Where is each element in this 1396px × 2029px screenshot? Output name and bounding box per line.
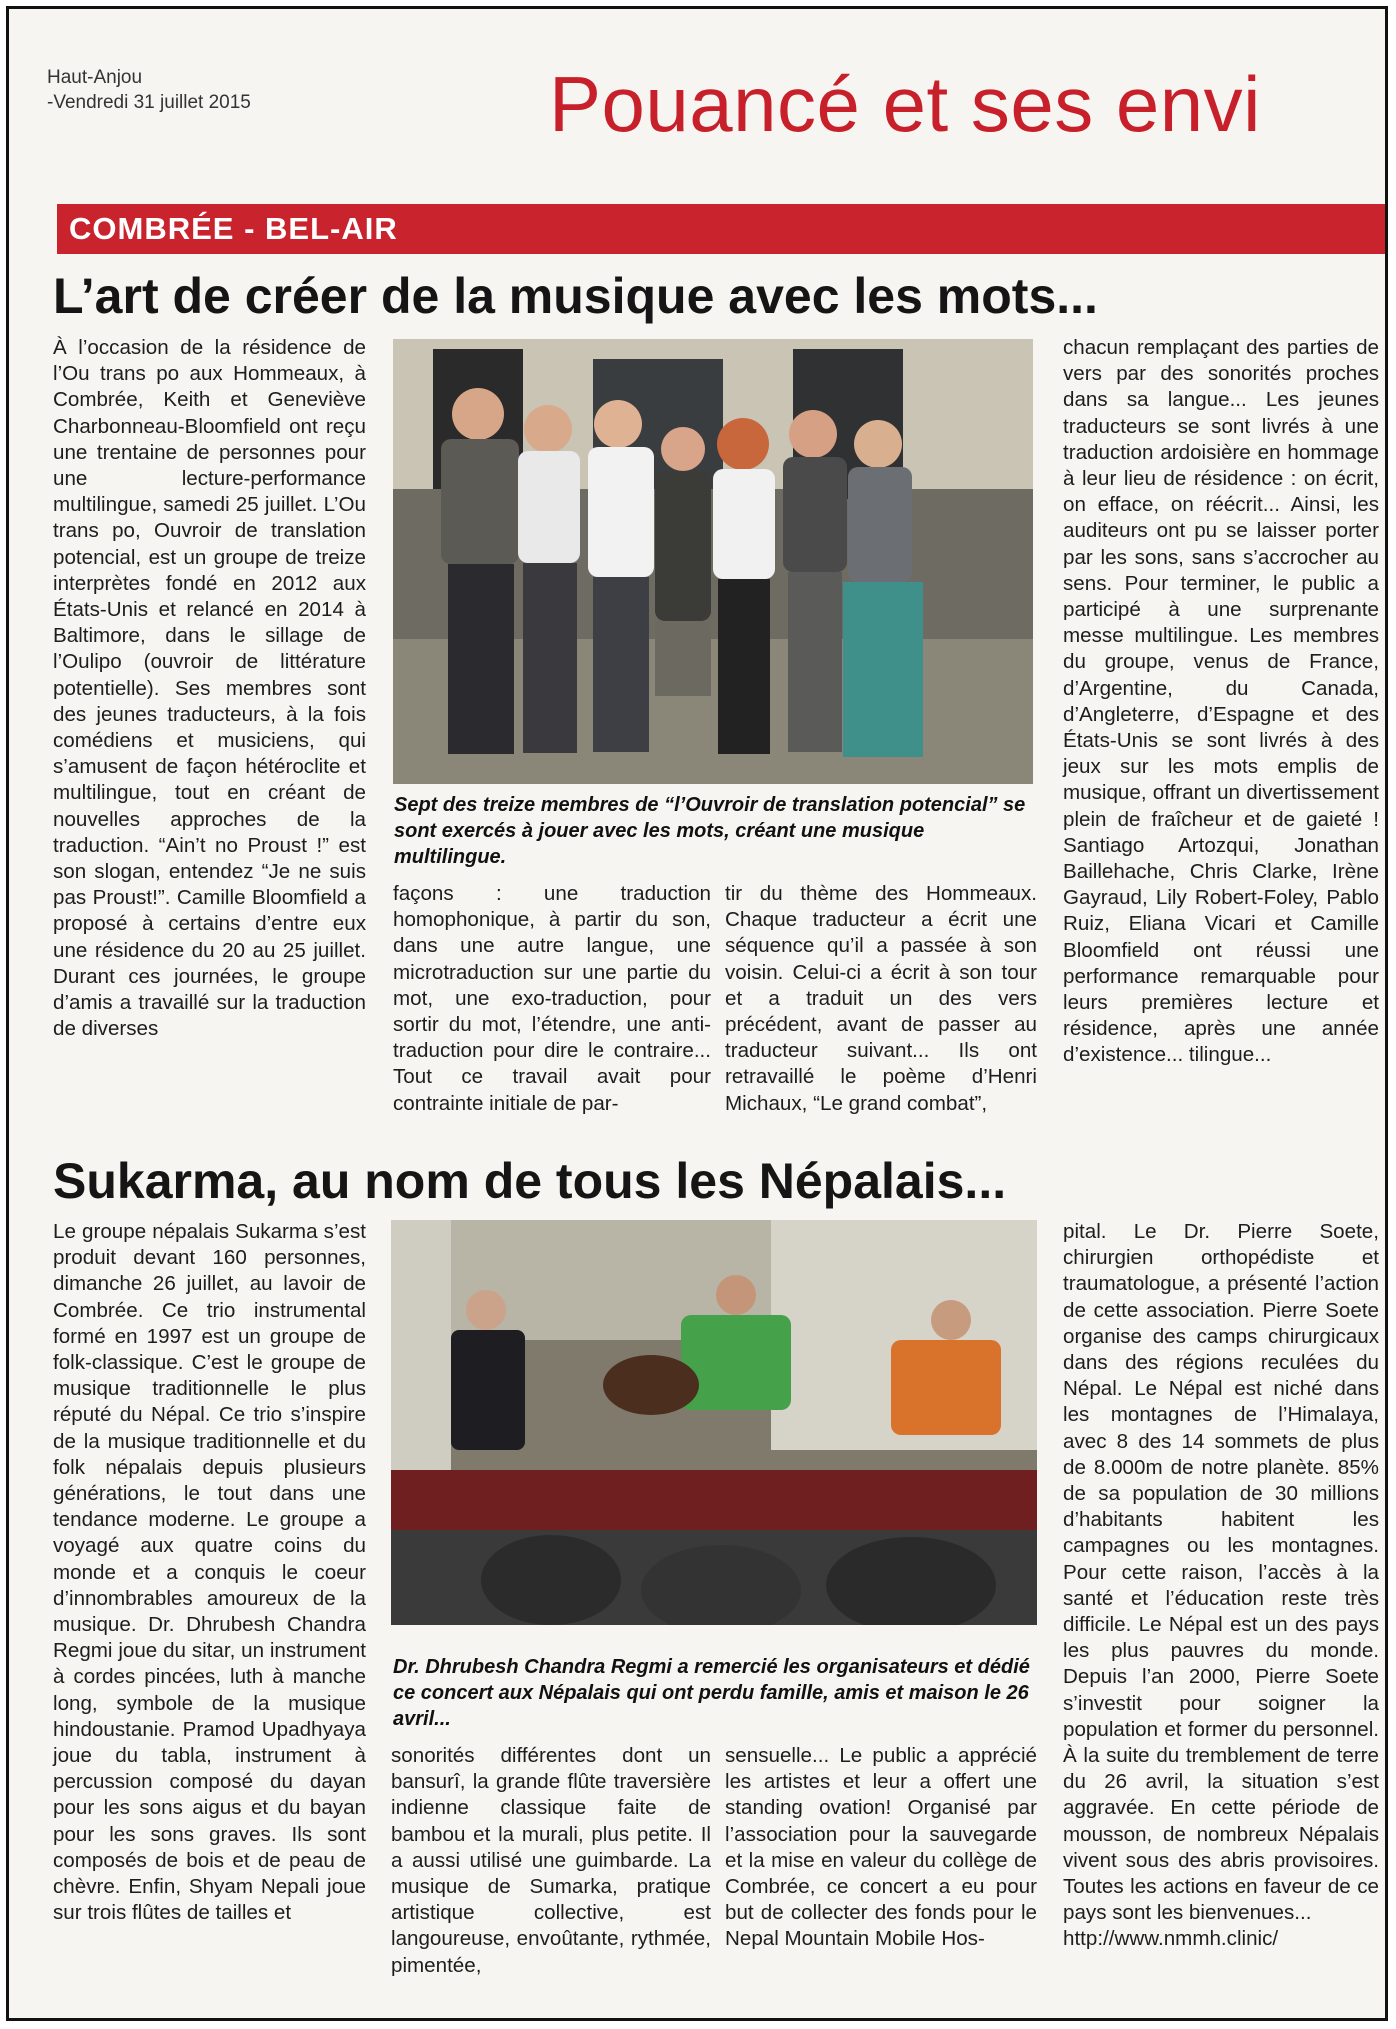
article2-column-1: Le groupe népalais Sukarma s’est produit devant 160 personnes, dimanche 26 juillet, au lavoir de Combrée. Ce trio instrumental formé en 1997 est un groupe de folk-classique. C’est le groupe de musique traditionnelle le plus réputé du Népal. Ce trio s’inspire de la musique traditionnelle et du folk népalais depuis plusieurs générations, le tout dans une tendance moderne. Le groupe a voyagé aux quatre coins du monde et a conquis le coeur d’innombrables amoureux de la musique. Dr. Dhrubesh Chandra Regmi joue du sitar, un instrument à cordes pincées, luth à manche long, symbole de la musique hindoustanie. Pramod Upadhyaya joue du tabla, instrument à percussion composé du dayan pour les sons aigus et du bayan pour les sons graves. Ils sont composés de bois et de peau de chèvre. Enfin, Shyam Nepali joue sur trois flûtes de tailles et — [53, 1220, 366, 1925]
page-title: Pouancé et ses envi — [549, 60, 1261, 148]
concert-photo-caption: Dr. Dhrubesh Chandra Regmi a remercié les organisateurs et dédié ce concert aux Népalais qui ont perdu famille, amis et maison le 26 avril... — [393, 1656, 1030, 1730]
group-photo-image — [393, 339, 1033, 784]
article1-column-2: façons : une traduction homophonique, à partir du son, dans une autre langue, une microtraduction sur une partie du mot, une exo-traduction, pour sortir du mot, l’étendre, une anti-traduction pour dire le contraire... Tout ce travail avait pour contrainte initiale de par- — [393, 882, 711, 1115]
concert-photo-image — [391, 1220, 1037, 1625]
article1-headline: L’art de créer de la musique avec les mots... — [53, 268, 1098, 324]
article1-column-3: tir du thème des Hommeaux. Chaque traducteur a écrit une séquence qu’il a passée à son voisin. Celui-ci a écrit à son tour et a traduit un des vers précédent, avant de passer au traducteur suivant... Ils ont retravaillé le poème d’Henri Michaux, “Le grand combat”, — [725, 882, 1037, 1115]
section-banner — [57, 204, 1387, 254]
article2-headline: Sukarma, au nom de tous les Népalais... — [53, 1153, 1007, 1209]
article2-column-4-text: pital. Le Dr. Pierre Soete, chirurgien orthopédiste et traumatologue, a présenté l’action de cette association. Pierre Soete organise des camps chirurgicaux dans des régions reculées du Népal. Le Népal est niché dans les montagnes de l’Himalaya, avec 8 des 14 sommets de plus de 8.000m de notre planète. 85% de sa population de 30 millions d’habitants habitent les campagnes ou les montagnes. Pour cette raison, l’accès à la santé et l’éducation reste très difficile. Le Népal est un des pays les plus pauvres du monde. Depuis l’an 2000, Pierre Soete s’investit pour soigner la population et former du personnel. À la suite du tremblement de terre du 26 avril, la situation s’est aggravée. En cette période de mousson, de nombreux Népalais vivent sous des abris provisoires. Toutes les actions en faveur de ce pays sont les bienvenues... — [1063, 1220, 1379, 1925]
masthead-meta — [47, 65, 251, 115]
article2-column-4 — [1063, 1219, 1379, 1953]
section-label: COMBRÉE - BEL-AIR — [69, 211, 398, 246]
website-link[interactable]: http://www.nmmh.clinic/ — [1063, 1927, 1279, 1951]
article1-column-4: chacun remplaçant des parties de vers par des sonorités proches dans sa langue... Les jeunes traducteurs se sont livrés à une traduction ardoisière en hommage à leur lieu de résidence : on écrit, on efface, on réécrit... Ainsi, les auditeurs ont pu se laisser porter par les sons, sans s’accrocher au sens. Pour terminer, le public a participé à une surprenante messe multilingue. Les membres du groupe, venus de France, d’Argentine, du Canada, d’Angleterre, d’Espagne et des États-Unis se sont livrés à des jeux sur les mots emplis de musique, offrant un divertissement plein de fraîcheur et de gaieté ! Santiago Artozqui, Jonathan Baillehache, Chris Clarke, Irène Gayraud, Lily Robert-Foley, Pablo Ruiz, Eliana Vicari et Camille Bloomfield ont réussi une performance remarquable pour leurs premières lecture et résidence, après une année d’existence... tilingue... — [1063, 336, 1379, 1067]
article1-column-1: À l’occasion de la résidence de l’Ou trans po aux Hommeaux, à Combrée, Keith et Geneviève Charbonneau-Bloomfield ont reçu une trentaine de personnes pour une lecture-performance multilingue, samedi 25 juillet. L’Ou trans po, Ouvroir de translation potencial, est un groupe de treize interprètes fondé en 2012 aux États-Unis et relancé en 2014 à Baltimore, dans le sillage de l’Oulipo (ouvroir de littérature potentielle). Ses membres sont des jeunes traducteurs, à la fois comédiens et musiciens, qui s’amusent de façon hétéroclite et multilingue, tout en créant de nouvelles approches de la traduction. “Ain’t no Proust !” est son slogan, entendez “Je ne suis pas Proust!”. Camille Bloomfield a proposé à certains d’entre eux une résidence du 20 au 25 juillet. Durant ces journées, le groupe d’amis a travaillé sur la traduction de diverses — [53, 336, 366, 1041]
concert-photo — [391, 1220, 1037, 1625]
publication-date: -Vendredi 31 juillet 2015 — [47, 92, 251, 113]
group-photo-caption: Sept des treize membres de “l’Ouvroir de translation potencial” se sont exercés à jouer avec les mots, créant une musique multilingue. — [394, 794, 1026, 868]
newspaper-page — [6, 6, 1388, 2021]
group-photo — [393, 339, 1033, 784]
article2-column-3: sensuelle... Le public a apprécié les artistes et leur a offert une standing ovation! Organisé par l’association pour la sauvegarde et la mise en valeur du collège de Combrée, ce concert a eu pour but de collecter des fonds pour le Nepal Mountain Mobile Hos- — [725, 1744, 1037, 1951]
edition-label: Haut-Anjou — [47, 67, 143, 88]
article2-column-2: sonorités différentes dont un bansurî, la grande flûte traversière indienne classique faite de bambou et la murali, plus petite. Il a aussi utilisé une guimbarde. La musique de Sumarka, pratique artistique collective, est langoureuse, envoûtante, rythmée, pimentée, — [391, 1744, 711, 1977]
